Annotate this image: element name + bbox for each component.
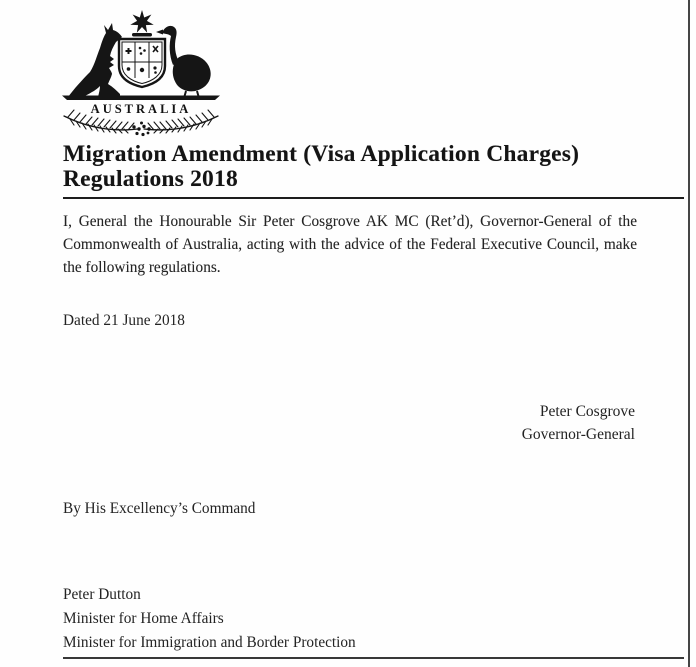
signatory-name: Peter Cosgrove bbox=[539, 403, 635, 420]
minister-role-2: Minister for Immigration and Border Protection bbox=[63, 634, 356, 651]
page-edge-scan-line bbox=[688, 0, 690, 667]
dated-line: Dated 21 June 2018 bbox=[63, 312, 185, 329]
ground-bar bbox=[62, 96, 220, 101]
footer-rule bbox=[63, 657, 684, 659]
preamble-text: I, General the Honourable Sir Peter Cosgrove AK MC (Ret’d), Governor-General of the Commonwealth of Australia, acting with the advice of the Federal Executive Council, make the following regulations. bbox=[63, 213, 637, 276]
minister-name: Peter Dutton bbox=[63, 586, 141, 603]
minister-block bbox=[63, 583, 356, 655]
command-line: By His Excellency’s Command bbox=[63, 500, 256, 517]
minister-role-1: Minister for Home Affairs bbox=[63, 610, 224, 627]
commonwealth-star-icon bbox=[130, 10, 153, 37]
australia-label: AUSTRALIA bbox=[90, 102, 192, 116]
document-title: Migration Amendment (Visa Application Charges) Regulations 2018 bbox=[63, 142, 684, 199]
kangaroo-icon bbox=[68, 23, 122, 97]
signature-block bbox=[63, 400, 635, 446]
shield-icon bbox=[119, 39, 165, 87]
signatory-role: Governor-General bbox=[521, 426, 635, 443]
australian-coat-of-arms bbox=[62, 6, 222, 138]
